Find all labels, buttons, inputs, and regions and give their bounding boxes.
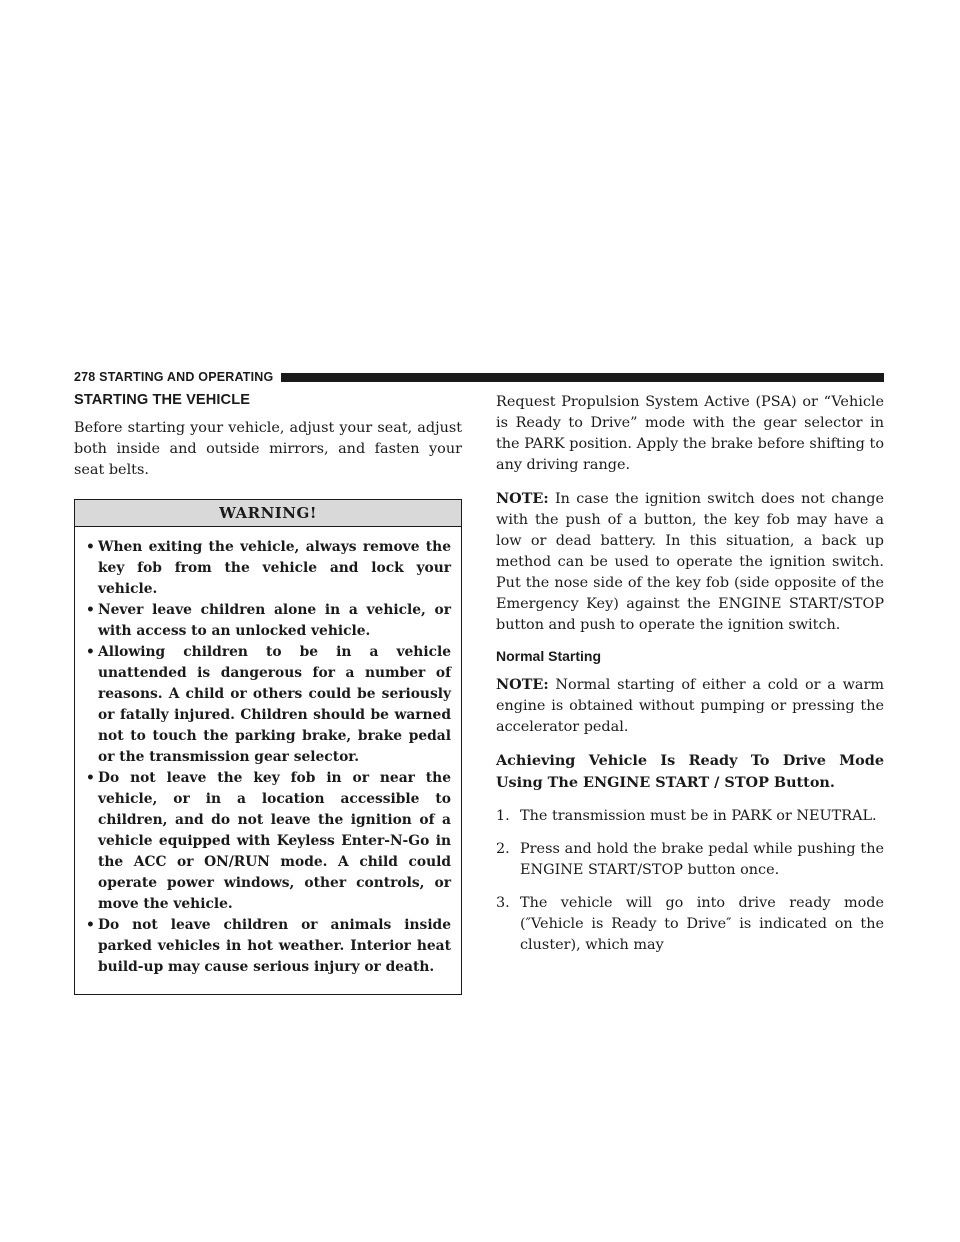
- procedure-heading-text: Achieving Vehicle Is Ready To Drive Mode Using The ENGINE START / STOP Button.: [496, 752, 884, 791]
- warning-item-text: When exiting the vehicle, always remove the key fob from the vehicle and lock your vehicle.: [98, 539, 451, 597]
- warning-item: [85, 600, 451, 642]
- step-item: [496, 839, 884, 881]
- bullet-icon: •: [86, 770, 95, 786]
- note-paragraph: [496, 488, 884, 636]
- section-name: STARTING AND OPERATING: [99, 370, 274, 384]
- step-number: 3.: [496, 895, 510, 911]
- intro-paragraph: Before starting your vehicle, adjust your seat, adjust both inside and outside mirrors, and fasten your seat belts.: [74, 420, 462, 478]
- step-text: Press and hold the brake pedal while pushing the ENGINE START/STOP button once.: [520, 841, 884, 878]
- right-column: [496, 392, 884, 968]
- warning-item: [85, 915, 451, 978]
- left-column: [74, 392, 462, 995]
- header-rule: [281, 373, 884, 382]
- warning-item-text: Allowing children to be in a vehicle unattended is dangerous for a number of reasons. A child or others could be seriously or fatally injured. Children should be warned not to touch the parking brake, brake pedal or the transmission gear selector.: [98, 644, 451, 765]
- warning-list: [75, 527, 461, 994]
- note-label: NOTE:: [496, 676, 549, 693]
- bullet-icon: •: [86, 644, 95, 660]
- warning-title: WARNING!: [75, 500, 461, 527]
- step-number: 2.: [496, 841, 510, 857]
- warning-item: [85, 537, 451, 600]
- page-header: [74, 368, 884, 386]
- bullet-icon: •: [86, 917, 95, 933]
- note-label: NOTE:: [496, 490, 549, 507]
- warning-item-text: Do not leave the key fob in or near the vehicle, or in a location accessible to children, and do not leave the ignition of a vehicle equipped with Keyless Enter-N-Go in the ACC or ON/RUN mode. A child could operate power windows, other controls, or move the vehicle.: [98, 770, 451, 912]
- step-text: The vehicle will go into drive ready mode (″Vehicle is Ready to Drive″ is indicated on the cluster), which may: [520, 895, 884, 953]
- section-title: STARTING THE VEHICLE: [74, 392, 251, 408]
- page-number: [74, 370, 273, 384]
- warning-item: [85, 768, 451, 915]
- step-item: [496, 893, 884, 956]
- note-text: In case the ignition switch does not change with the push of a button, the key fob may have a low or dead battery. In this situation, a back up method can be used to operate the ignition switch. Put the nose side of the key fob (side opposite of the Emergency Key) against the ENGINE START/STOP button and push to operate the ignition switch.: [496, 491, 884, 633]
- step-text: The transmission must be in PARK or NEUTRAL.: [520, 808, 877, 824]
- step-item: [496, 806, 884, 827]
- warning-item-text: Do not leave children or animals inside parked vehicles in hot weather. Interior heat build-up may cause serious injury or death.: [98, 917, 451, 975]
- page-number-value: 278: [74, 370, 96, 384]
- note-text: Normal starting of either a cold or a warm engine is obtained without pumping or pressing the accelerator pedal.: [496, 677, 884, 735]
- bullet-icon: •: [86, 539, 95, 555]
- step-list: [496, 806, 884, 956]
- procedure-heading: [496, 750, 884, 794]
- step-number: 1.: [496, 808, 510, 824]
- bullet-icon: •: [86, 602, 95, 618]
- warning-item: [85, 642, 451, 768]
- normal-starting-heading: Normal Starting: [496, 648, 602, 664]
- warning-box: [74, 499, 462, 995]
- note-paragraph: [496, 674, 884, 738]
- warning-item-text: Never leave children alone in a vehicle, or with access to an unlocked vehicle.: [98, 602, 451, 639]
- continued-paragraph: Request Propulsion System Active (PSA) or “Vehicle is Ready to Drive” mode with the gear selector in the PARK position. Apply the brake before shifting to any driving range.: [496, 394, 884, 473]
